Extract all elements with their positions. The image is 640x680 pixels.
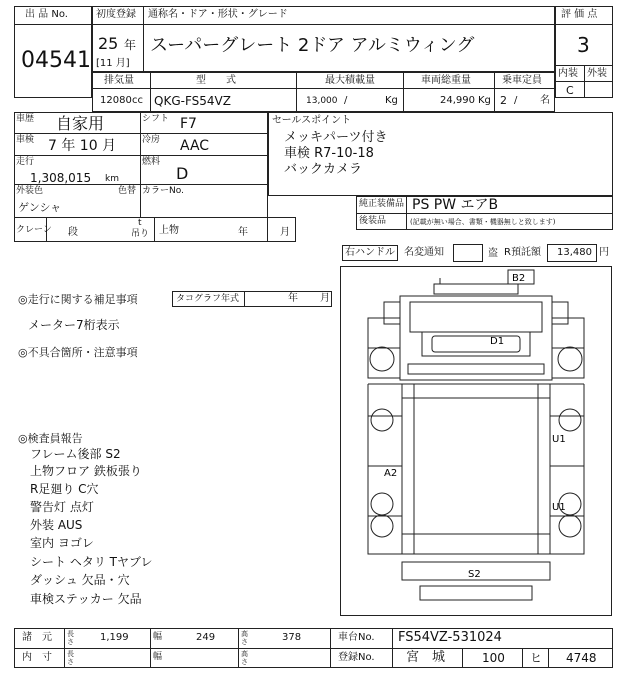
interior-dims-label: 内 寸: [22, 652, 52, 663]
inspector-item: R足廻り C穴: [30, 482, 99, 496]
ext-color-value: ゲンシャ: [18, 201, 62, 214]
recycle-unit: 円: [599, 247, 609, 258]
tacho-label: タコグラフ年式: [176, 294, 240, 304]
inspector-item: 上物フロア 鉄板張り: [30, 464, 142, 478]
rating-value: 3: [577, 33, 590, 57]
mileage-value: 1,308,015: [30, 171, 92, 185]
reg-number: 4748: [566, 651, 597, 665]
in-width-label: 幅: [153, 652, 163, 662]
damage-mark: U1: [552, 434, 566, 445]
ext-color-label: 外装色: [16, 186, 44, 196]
capacity-value: 2: [500, 94, 507, 107]
color-code-label: カラーNo.: [142, 186, 184, 196]
interior-grade: C: [566, 84, 574, 97]
crane-top-label: 上物: [159, 225, 179, 236]
max-load-value: 13,000: [306, 96, 338, 106]
shift-label: シフト: [142, 114, 170, 124]
model-name: スーパーグレート 2ドア アルミウィング: [150, 35, 475, 56]
tacho-year: 年: [288, 293, 298, 304]
in-length-label: 長さ: [67, 650, 74, 666]
defects-title: ◎不具合箇所・注意事項: [18, 346, 138, 359]
shift-value: F7: [180, 116, 197, 132]
fuel-label: 燃料: [142, 157, 161, 167]
reg-label: 登録No.: [338, 652, 375, 663]
damage-mark: S2: [468, 569, 481, 580]
sales-point-1: メッキパーツ付き: [284, 130, 388, 145]
gross-weight-label: 車両総重量: [421, 75, 471, 86]
name-change-box: [453, 244, 483, 262]
aftermarket-note: (記載が無い場合、書類・機器無しと致します): [410, 218, 556, 226]
crane-month: 月: [280, 227, 290, 238]
lot-number-label: 出 品 No.: [25, 9, 68, 20]
capacity-unit: 名: [540, 95, 550, 106]
capacity-sep: /: [514, 95, 518, 106]
displacement-label: 排気量: [104, 75, 134, 86]
history-value: 自家用: [56, 114, 105, 133]
crane-label: クレーン: [16, 225, 52, 235]
damage-mark: A2: [384, 468, 398, 479]
equipment-label: 純正装備品: [359, 199, 405, 209]
loss-label: 盗: [488, 248, 498, 259]
interior-grade-label: 内装: [558, 68, 578, 79]
aircon-label: 冷房: [142, 135, 161, 145]
damage-mark: U1: [552, 502, 566, 513]
inspector-item: 車検ステッカー 欠品: [30, 592, 142, 606]
fuel-value: D: [176, 164, 189, 183]
color-change-label: 色替: [118, 186, 137, 196]
model-label: 通称名・ドア・形状・グレード: [148, 9, 288, 20]
sales-point-3: バックカメラ: [284, 162, 363, 177]
inspector-item: 外装 AUS: [30, 518, 83, 532]
displacement-unit: cc: [132, 95, 143, 106]
name-change-label: 名変通知: [404, 247, 444, 258]
capacity-label: 乗車定員: [502, 75, 542, 86]
inspector-item: 室内 ヨゴレ: [30, 536, 94, 550]
recycle-label: R預託額: [504, 247, 541, 258]
rating-label: 評 価 点: [561, 9, 598, 20]
chassis-value: FS54VZ-531024: [398, 630, 502, 645]
reg-region: 宮 城: [406, 650, 446, 665]
reg-class: 100: [482, 651, 505, 665]
damage-mark: D1: [490, 336, 505, 347]
height-label: 高さ: [241, 630, 248, 646]
damage-mark: B2: [512, 273, 526, 284]
equipment-value: PS PW エアB: [412, 197, 499, 213]
first-reg-label: 初度登録: [96, 9, 136, 20]
length-label: 長さ: [67, 630, 74, 646]
model-code-value: QKG-FS54VZ: [154, 94, 231, 108]
inspector-item: フレーム後部 S2: [30, 447, 121, 461]
width-value: 249: [196, 632, 216, 643]
inspection-label: 車検: [16, 135, 35, 145]
inspection-value: 7 年 10 月: [48, 138, 117, 154]
first-reg-year-unit: 年: [124, 38, 137, 52]
first-reg-month: [11 月]: [96, 58, 130, 69]
exterior-grade-label: 外装: [587, 68, 607, 79]
first-reg-year: 25: [98, 34, 119, 53]
height-value: 378: [282, 632, 302, 643]
tacho-month: 月: [320, 293, 330, 304]
mileage-label: 走行: [16, 157, 35, 167]
max-load-label: 最大積載量: [325, 75, 375, 86]
crane-year: 年: [238, 227, 248, 238]
in-height-label: 高さ: [241, 650, 248, 666]
truck-damage-diagram: [340, 266, 612, 616]
chassis-label: 車台No.: [338, 632, 375, 643]
sales-point-2: 車検 R7-10-18: [284, 146, 374, 161]
width-label: 幅: [153, 632, 163, 642]
gross-weight-value: 24,990: [440, 95, 475, 106]
supplement-title: ◎走行に関する補足事項: [18, 293, 138, 306]
crane-ton-bottom: 吊り: [131, 229, 150, 239]
max-load-unit: Kg: [385, 95, 398, 106]
reg-kana: ヒ: [530, 651, 543, 665]
gross-weight-unit: Kg: [478, 95, 491, 106]
inspector-item: 警告灯 点灯: [30, 500, 94, 514]
model-code-label: 型 式: [196, 75, 236, 86]
max-load-sep: /: [344, 95, 348, 106]
crane-stage-unit: 段: [68, 227, 78, 238]
inspector-title: ◎検査員報告: [18, 432, 83, 445]
inspector-item: シート ヘタリ Tヤブレ: [30, 555, 153, 569]
lot-number: 04541: [21, 48, 91, 73]
length-value: 1,199: [100, 632, 129, 643]
aftermarket-label: 後装品: [359, 216, 387, 226]
recycle-value: 13,480: [557, 247, 592, 258]
crane-ton-top: t: [138, 218, 142, 228]
dims-label: 諸 元: [22, 632, 52, 643]
mileage-unit: km: [105, 174, 119, 184]
sales-point-label: セールスポイント: [272, 115, 352, 126]
displacement-value: 12080: [100, 95, 132, 106]
odometer-note: メーター7桁表示: [28, 318, 120, 332]
rhd-label: 右ハンドル: [345, 247, 395, 258]
aircon-value: AAC: [180, 138, 210, 154]
history-label: 車歴: [16, 114, 35, 124]
inspector-item: ダッシュ 欠品・穴: [30, 573, 130, 587]
